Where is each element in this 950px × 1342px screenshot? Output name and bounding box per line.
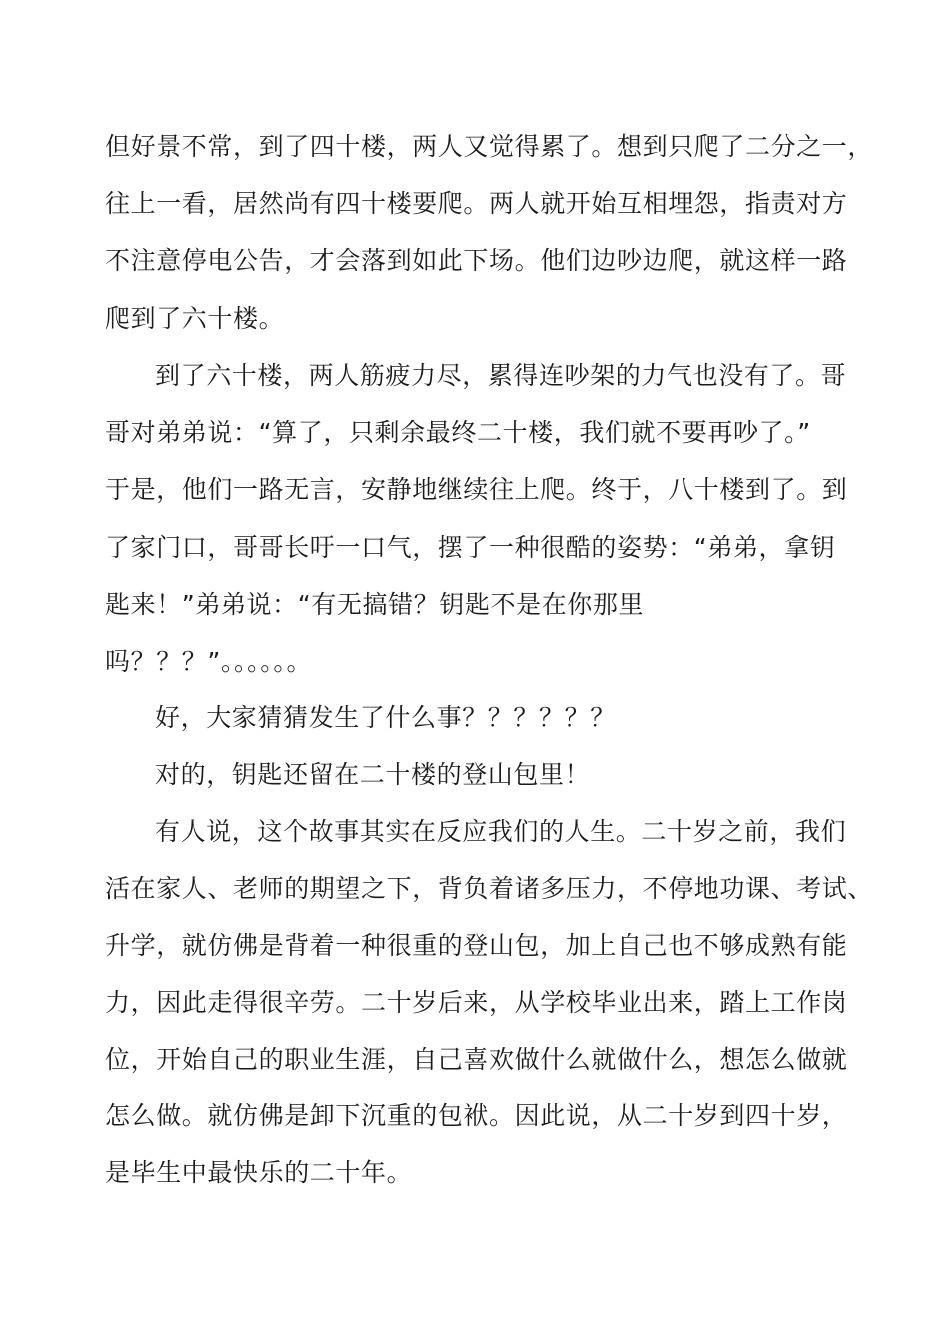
text-line: 有人说，这个故事其实在反应我们的人生。二十岁之前，我们 <box>155 817 847 846</box>
text-line: 活在家人、老师的期望之下，背负着诸多压力，不停地功课、考试、 <box>105 874 874 903</box>
text-line: 匙来！”弟弟说：“有无搞错？钥匙不是在你那里 <box>105 590 645 619</box>
text-line: 好，大家猜猜发生了什么事？？？？？？ <box>155 703 616 732</box>
text-line: 力，因此走得很辛劳。二十岁后来，从学校毕业出来，踏上工作岗 <box>105 988 848 1017</box>
text-line: 了家门口，哥哥长吁一口气，摆了一种很酷的姿势：“弟弟，拿钥 <box>105 533 836 562</box>
text-line: 到了六十楼，两人筋疲力尽，累得连吵架的力气也没有了。哥 <box>155 361 847 390</box>
text-line: 往上一看，居然尚有四十楼要爬。两人就开始互相埋怨，指责对方 <box>105 189 848 218</box>
text-line: 哥对弟弟说：“算了，只剩余最终二十楼，我们就不要再吵了。” <box>105 418 811 447</box>
text-line: 于是，他们一路无言，安静地继续往上爬。终于，八十楼到了。到 <box>105 475 848 504</box>
text-line: 吗？？？”。。。。。。 <box>105 647 313 676</box>
text-line: 不注意停电公告，才会落到如此下场。他们边吵边爬，就这样一路 <box>105 246 848 275</box>
text-line: 但好景不常，到了四十楼，两人又觉得累了。想到只爬了二分之一， <box>105 132 874 161</box>
text-line: 位，开始自己的职业生涯，自己喜欢做什么就做什么，想怎么做就 <box>105 1045 848 1074</box>
text-line: 对的，钥匙还留在二十楼的登山包里！ <box>155 760 591 789</box>
text-line: 爬到了六十楼。 <box>105 304 285 333</box>
text-line: 是毕生中最快乐的二十年。 <box>105 1158 413 1187</box>
text-line: 怎么做。就仿佛是卸下沉重的包袱。因此说，从二十岁到四十岁， <box>105 1101 848 1130</box>
text-line: 升学，就仿佛是背着一种很重的登山包，加上自己也不够成熟有能 <box>105 931 848 960</box>
